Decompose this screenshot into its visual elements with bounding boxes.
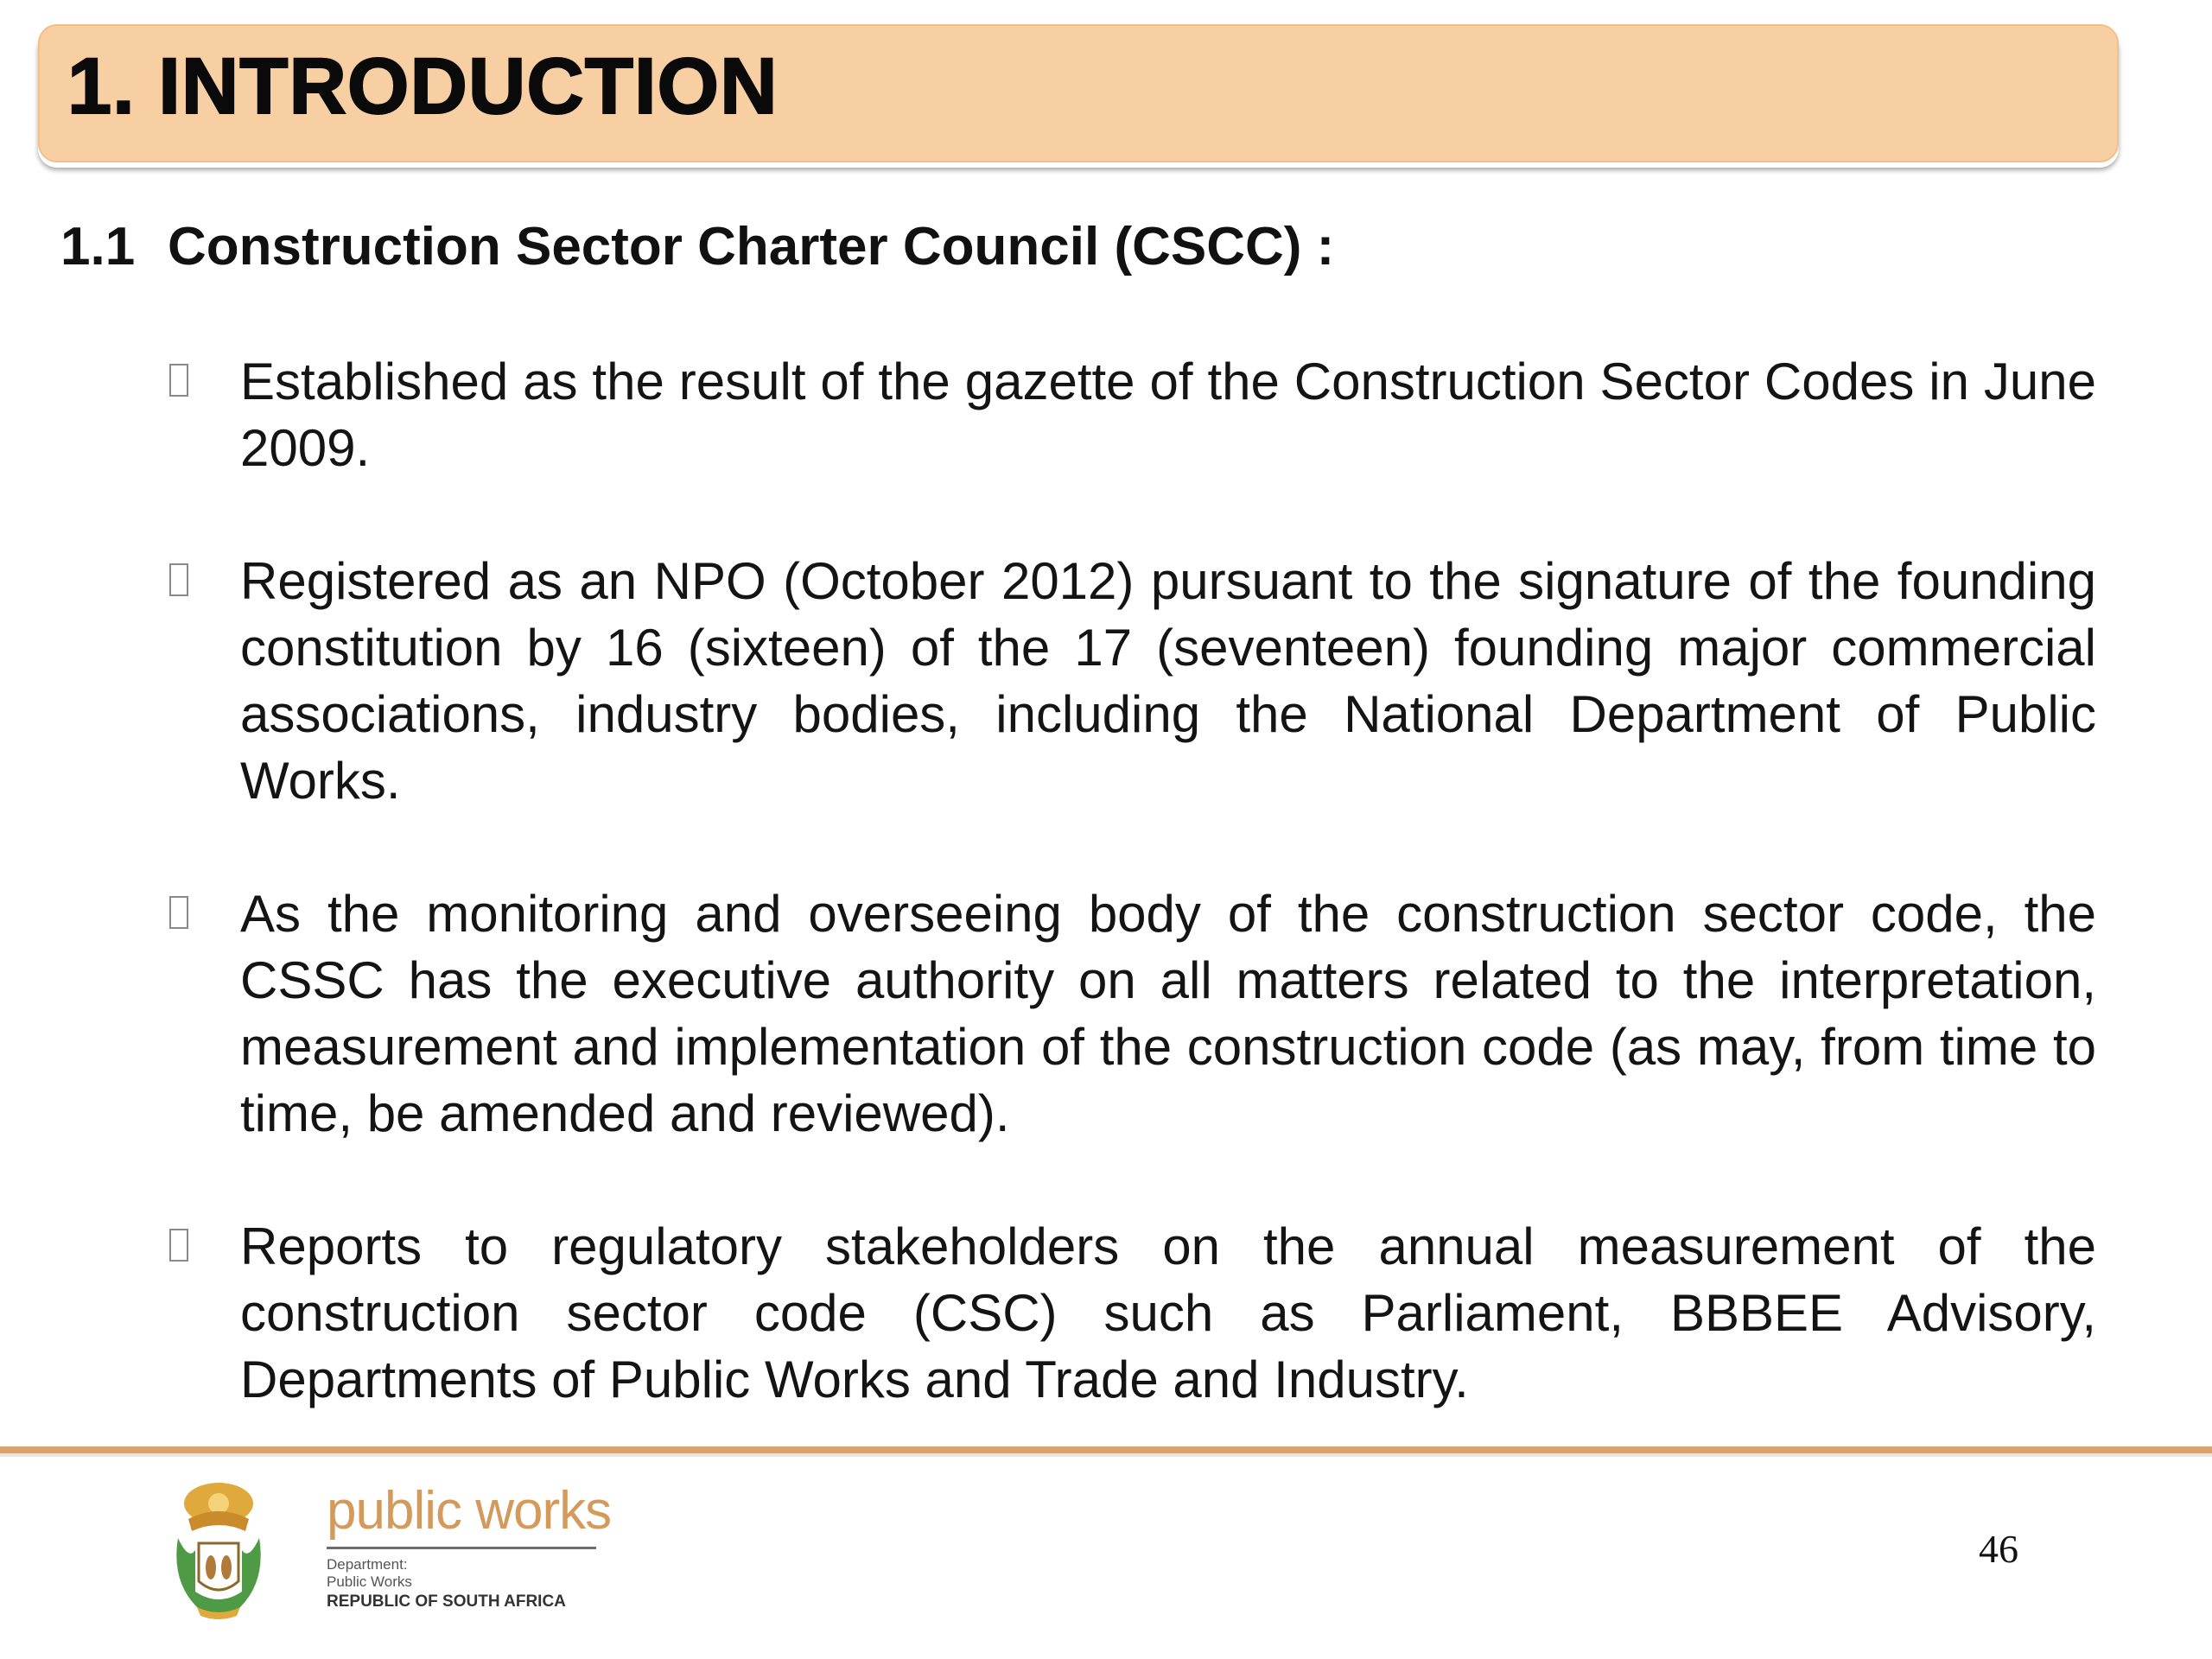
- list-item: [164, 348, 2096, 481]
- bullet-text: Established as the result of the gazette of the Construction Sector Codes in June 2009.: [240, 353, 2096, 477]
- coat-of-arms-icon: [162, 1478, 275, 1624]
- bullet-box-icon: [169, 896, 188, 929]
- list-item: [164, 1213, 2096, 1413]
- logo-line-public-works: Public Works: [327, 1573, 412, 1590]
- bullet-box-icon: [169, 364, 188, 397]
- list-item: [164, 880, 2096, 1147]
- footer-divider-shadow: [0, 1453, 2212, 1457]
- list-item: [164, 548, 2096, 814]
- public-works-logo: [162, 1478, 629, 1633]
- bullet-box-icon: [169, 1229, 188, 1262]
- logo-line-republic: REPUBLIC OF SOUTH AFRICA: [327, 1592, 566, 1611]
- bullet-text: Reports to regulatory stakeholders on the annual measurement of the construction sector code (CSC) such as Parliament, BBBEE Advisory, Departments of Public Works and Trade and Industry.: [240, 1217, 2096, 1408]
- logo-wordmark: public works: [327, 1481, 612, 1541]
- logo-underline: [327, 1547, 596, 1549]
- slide-title: 1. INTRODUCTION: [67, 42, 779, 130]
- bullet-text: Registered as an NPO (October 2012) pursuant to the signature of the founding constitution by 16 (sixteen) of the 17 (seventeen) founding major commercial associations, industry bodies, including the National Department of Public Works.: [240, 552, 2096, 810]
- bullet-list: [164, 348, 2096, 1479]
- bullet-box-icon: [169, 563, 188, 596]
- section-number: 1.1: [60, 217, 136, 276]
- page-number: 46: [1979, 1527, 2018, 1571]
- section-heading: [60, 217, 1335, 276]
- bullet-text: As the monitoring and overseeing body of the construction sector code, the CSSC has the executive authority on all matters related to the interpretation, measurement and implementation of the construction code (as may, from time to time, be amended and reviewed).: [240, 885, 2096, 1142]
- title-banner: [38, 24, 2119, 162]
- logo-line-department: Department:: [327, 1556, 408, 1573]
- section-heading-text: Construction Sector Charter Council (CSCC) :: [168, 217, 1335, 276]
- footer-divider: [0, 1446, 2212, 1453]
